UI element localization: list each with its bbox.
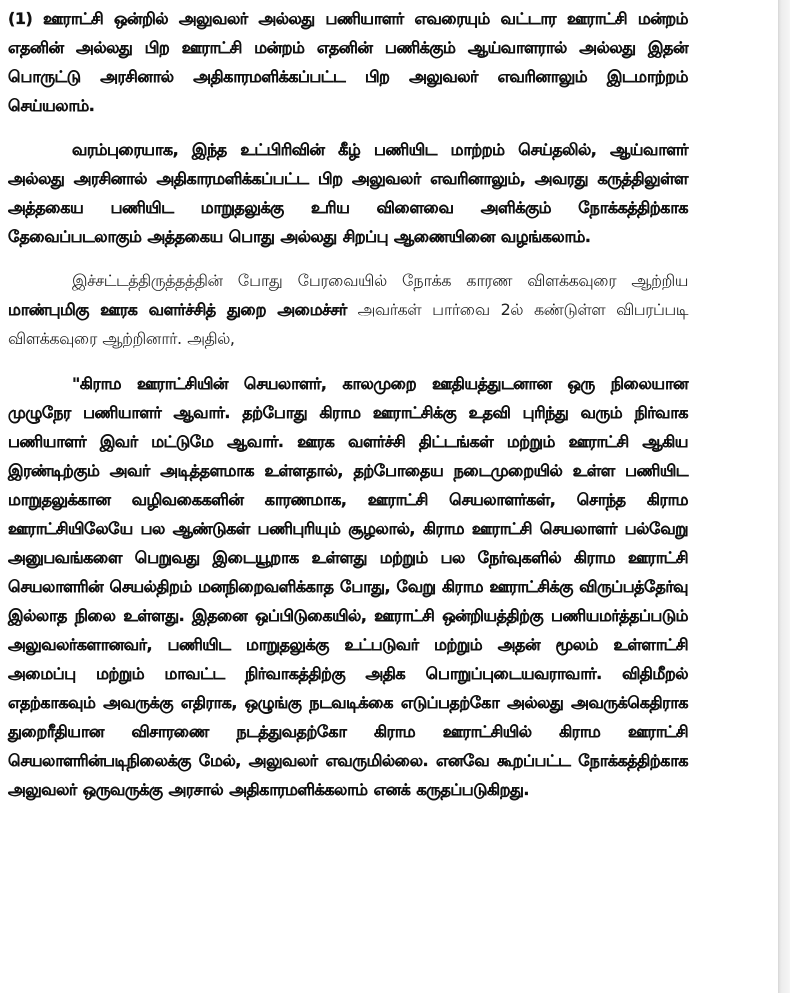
paragraph-proviso [8,135,688,251]
paragraph-clause-1-text: (1) ஊராட்சி ஒன்றில் அலுவலர் அல்லது பணியாளர் எவரையும் வட்டார ஊராட்சி மன்றம் எதனின் அல்லது பிற ஊராட்சி மன்றம் எதனின் பணிக்கும் ஆய்வாளரால் அல்லது இதன் பொருட்டு அரசினால் அதிகாரமளிக்கப்பட்ட பிற அலுவலர் எவரினாலும் இடமாற்றம் செய்யலாம். [8,9,689,115]
paragraph-quotation-text: "கிராம ஊராட்சியின் செயலாளர், காலமுறை ஊதியத்துடனான ஒரு நிலையான முழுநேர பணியாளர் ஆவார். தற்போது கிராம ஊராட்சிக்கு உதவி புரிந்து வரும் நிர்வாக பணியாளர் இவர் மட்டுமே ஆவார். ஊரக வளர்ச்சி திட்டங்கள் மற்றும் ஊராட்சி ஆகிய இரண்டிற்கும் அவர் அடித்தளமாக உள்ளதால், தற்போதைய நடைமுறையில் உள்ள பணியிட மாறுதலுக்கான வழிவகைகளின் காரணமாக, ஊராட்சி செயலாளர்கள், சொந்த கிராம ஊராட்சியிலேயே பல ஆண்டுகள் பணிபுரியும் சூழலால், கிராம ஊராட்சி செயலாளர் பல்வேறு அனுபவங்களை பெறுவது இடையூறாக உள்ளது மற்றும் பல நேர்வுகளில் கிராம ஊராட்சி செயலாளரின் செயல்திறம் மனநிறைவளிக்காத போது, வேறு கிராம ஊராட்சிக்கு விருப்பத்தேர்வு இல்லாத நிலை உள்ளது. இதனை ஒப்பிடுகையில், ஊராட்சி ஒன்றியத்திற்கு பணியமர்த்தப்படும் அலுவலர்களானவர், பணியிட மாறுதலுக்கு உட்படுவர் மற்றும் அதன் மூலம் உள்ளாட்சி அமைப்பு மற்றும் மாவட்ட நிர்வாகத்திற்கு அதிக பொறுப்புடையவராவார். விதிமீறல் எதற்காகவும் அவருக்கு எதிராக, ஒழுங்கு நடவடிக்கை எடுப்பதற்கோ அல்லது அவருக்கெதிராக துறைரீதியான விசாரணை நடத்துவதற்கோ கிராம ஊராட்சியில் கிராம ஊராட்சி செயலாளரின்படிநிலைக்கு மேல், அலுவலர் எவருமில்லை. எனவே கூறப்பட்ட நோக்கத்திற்காக அலுவலர் ஒருவருக்கு அரசால் அதிகாரமளிக்கலாம் எனக் கருதப்படுகிறது. [8,374,688,799]
minister-title: மாண்புமிகு ஊரக வளர்ச்சித் துறை அமைச்சர் [8,300,347,319]
paragraph-explanation-after: அவர்கள் பார்வை 2ல் கண்டுள்ள விபரப்படி விளக்கவுரை ஆற்றினார். அதில், [8,300,689,348]
paragraph-clause-1 [8,4,688,120]
paragraph-quotation [8,369,688,804]
paragraph-explanation [8,266,688,353]
paragraph-explanation-before: இச்சட்டத்திருத்தத்தின் போது பேரவையில் நோக்க காரண விளக்கவுரை ஆற்றிய [72,271,688,290]
paragraph-proviso-text: வரம்புரையாக, இந்த உட்பிரிவின் கீழ் பணியிட மாற்றம் செய்தலில், ஆய்வாளர் அல்லது அரசினால் அதிகாரமளிக்கப்பட்ட பிற அலுவலர் எவரினாலும், அவரது கருத்திலுள்ள அத்தகைய பணியிட மாறுதலுக்கு உரிய விளைவை அளிக்கும் நோக்கத்திற்காக தேவைப்படலாகும் அத்தகைய பொது அல்லது சிறப்பு ஆணையினை வழங்கலாம். [8,140,688,246]
page-edge-shadow [778,0,790,993]
